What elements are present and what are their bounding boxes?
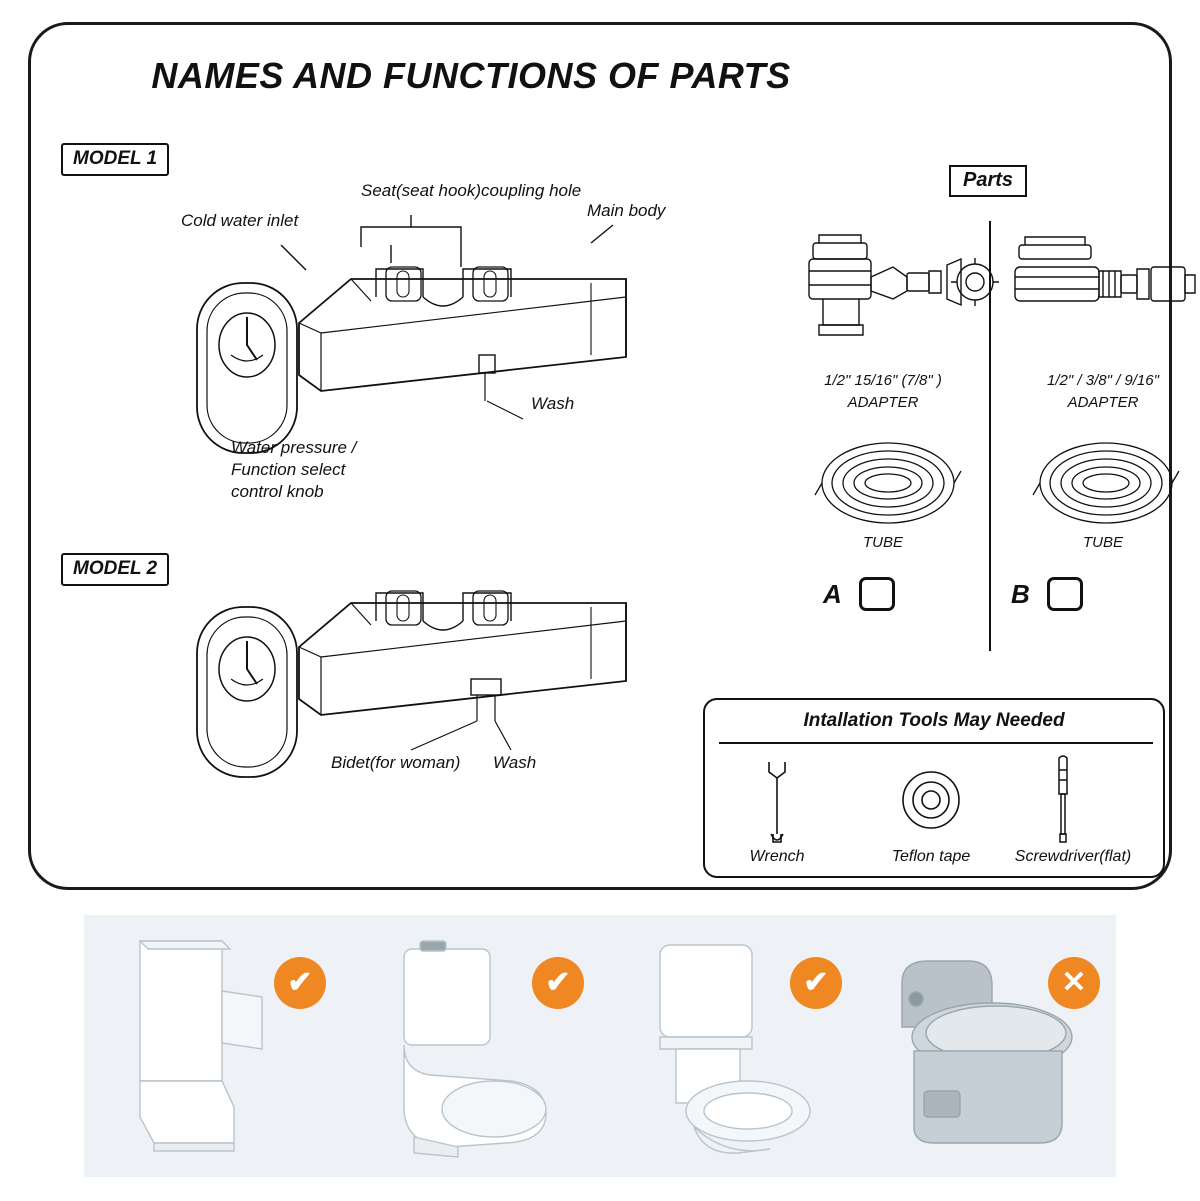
- tube-a-label: TUBE: [862, 534, 903, 551]
- model-2-drawing: [161, 545, 681, 805]
- label-wash-model2: Wash: [493, 753, 537, 772]
- label-bidet: Bidet(for woman): [331, 753, 461, 772]
- tools-box: [703, 698, 1165, 878]
- adapter-b-label: ADAPTER: [1067, 394, 1139, 411]
- compat-item-3: [600, 915, 858, 1177]
- tool-label-wrench: Wrench: [749, 848, 805, 865]
- tool-label-teflon-tape: Teflon tape: [891, 848, 971, 865]
- adapter-b-size: 1/2" / 3/8" / 9/16": [1047, 372, 1159, 389]
- model-1-drawing: [161, 205, 681, 525]
- compat-mark-1: ✔: [274, 957, 326, 1009]
- compat-mark-2: ✔: [532, 957, 584, 1009]
- model-1-tag: MODEL 1: [61, 143, 169, 176]
- tool-label-screwdriver: Screwdriver(flat): [1014, 848, 1132, 865]
- tube-b-label: TUBE: [1082, 534, 1123, 551]
- compat-mark-4: ✕: [1048, 957, 1100, 1009]
- compat-item-2: [342, 915, 600, 1177]
- teflon-tape-icon: [893, 762, 969, 838]
- adapter-b-icon: [999, 225, 1200, 345]
- label-knob-line2: Function select: [231, 460, 346, 479]
- option-a-letter: A: [823, 579, 842, 609]
- tools-divider: [719, 742, 1153, 744]
- tube-b-icon: [1031, 433, 1181, 533]
- adapter-a-label: ADAPTER: [847, 394, 919, 411]
- label-cold-water-inlet: Cold water inlet: [181, 211, 299, 230]
- compat-item-1: [84, 915, 342, 1177]
- model-2-tag: MODEL 2: [61, 553, 169, 586]
- label-wash-model1: Wash: [531, 394, 575, 413]
- label-seat-coupling-hole: Seat(seat hook)coupling hole: [361, 181, 582, 200]
- tools-title: Intallation Tools May Needed: [803, 710, 1065, 731]
- parts-tag: Parts: [949, 165, 1027, 197]
- wrench-icon: [757, 752, 797, 852]
- screwdriver-icon: [1048, 752, 1078, 852]
- adapter-a-icon: [789, 225, 1009, 345]
- page-title: NAMES AND FUNCTIONS OF PARTS: [151, 55, 791, 96]
- instruction-card: [28, 22, 1172, 890]
- option-b-letter: B: [1011, 579, 1030, 609]
- adapter-a-size: 1/2" 15/16" (7/8" ): [824, 372, 942, 389]
- compatibility-strip: [84, 915, 1116, 1177]
- option-a-checkbox[interactable]: [859, 577, 895, 611]
- tube-a-icon: [813, 433, 963, 533]
- option-b-checkbox[interactable]: [1047, 577, 1083, 611]
- label-knob-line3: control knob: [231, 482, 324, 501]
- compat-mark-3: ✔: [790, 957, 842, 1009]
- label-main-body: Main body: [587, 201, 666, 220]
- compat-item-4: [858, 915, 1116, 1177]
- label-knob-line1: Water pressure /: [231, 438, 357, 457]
